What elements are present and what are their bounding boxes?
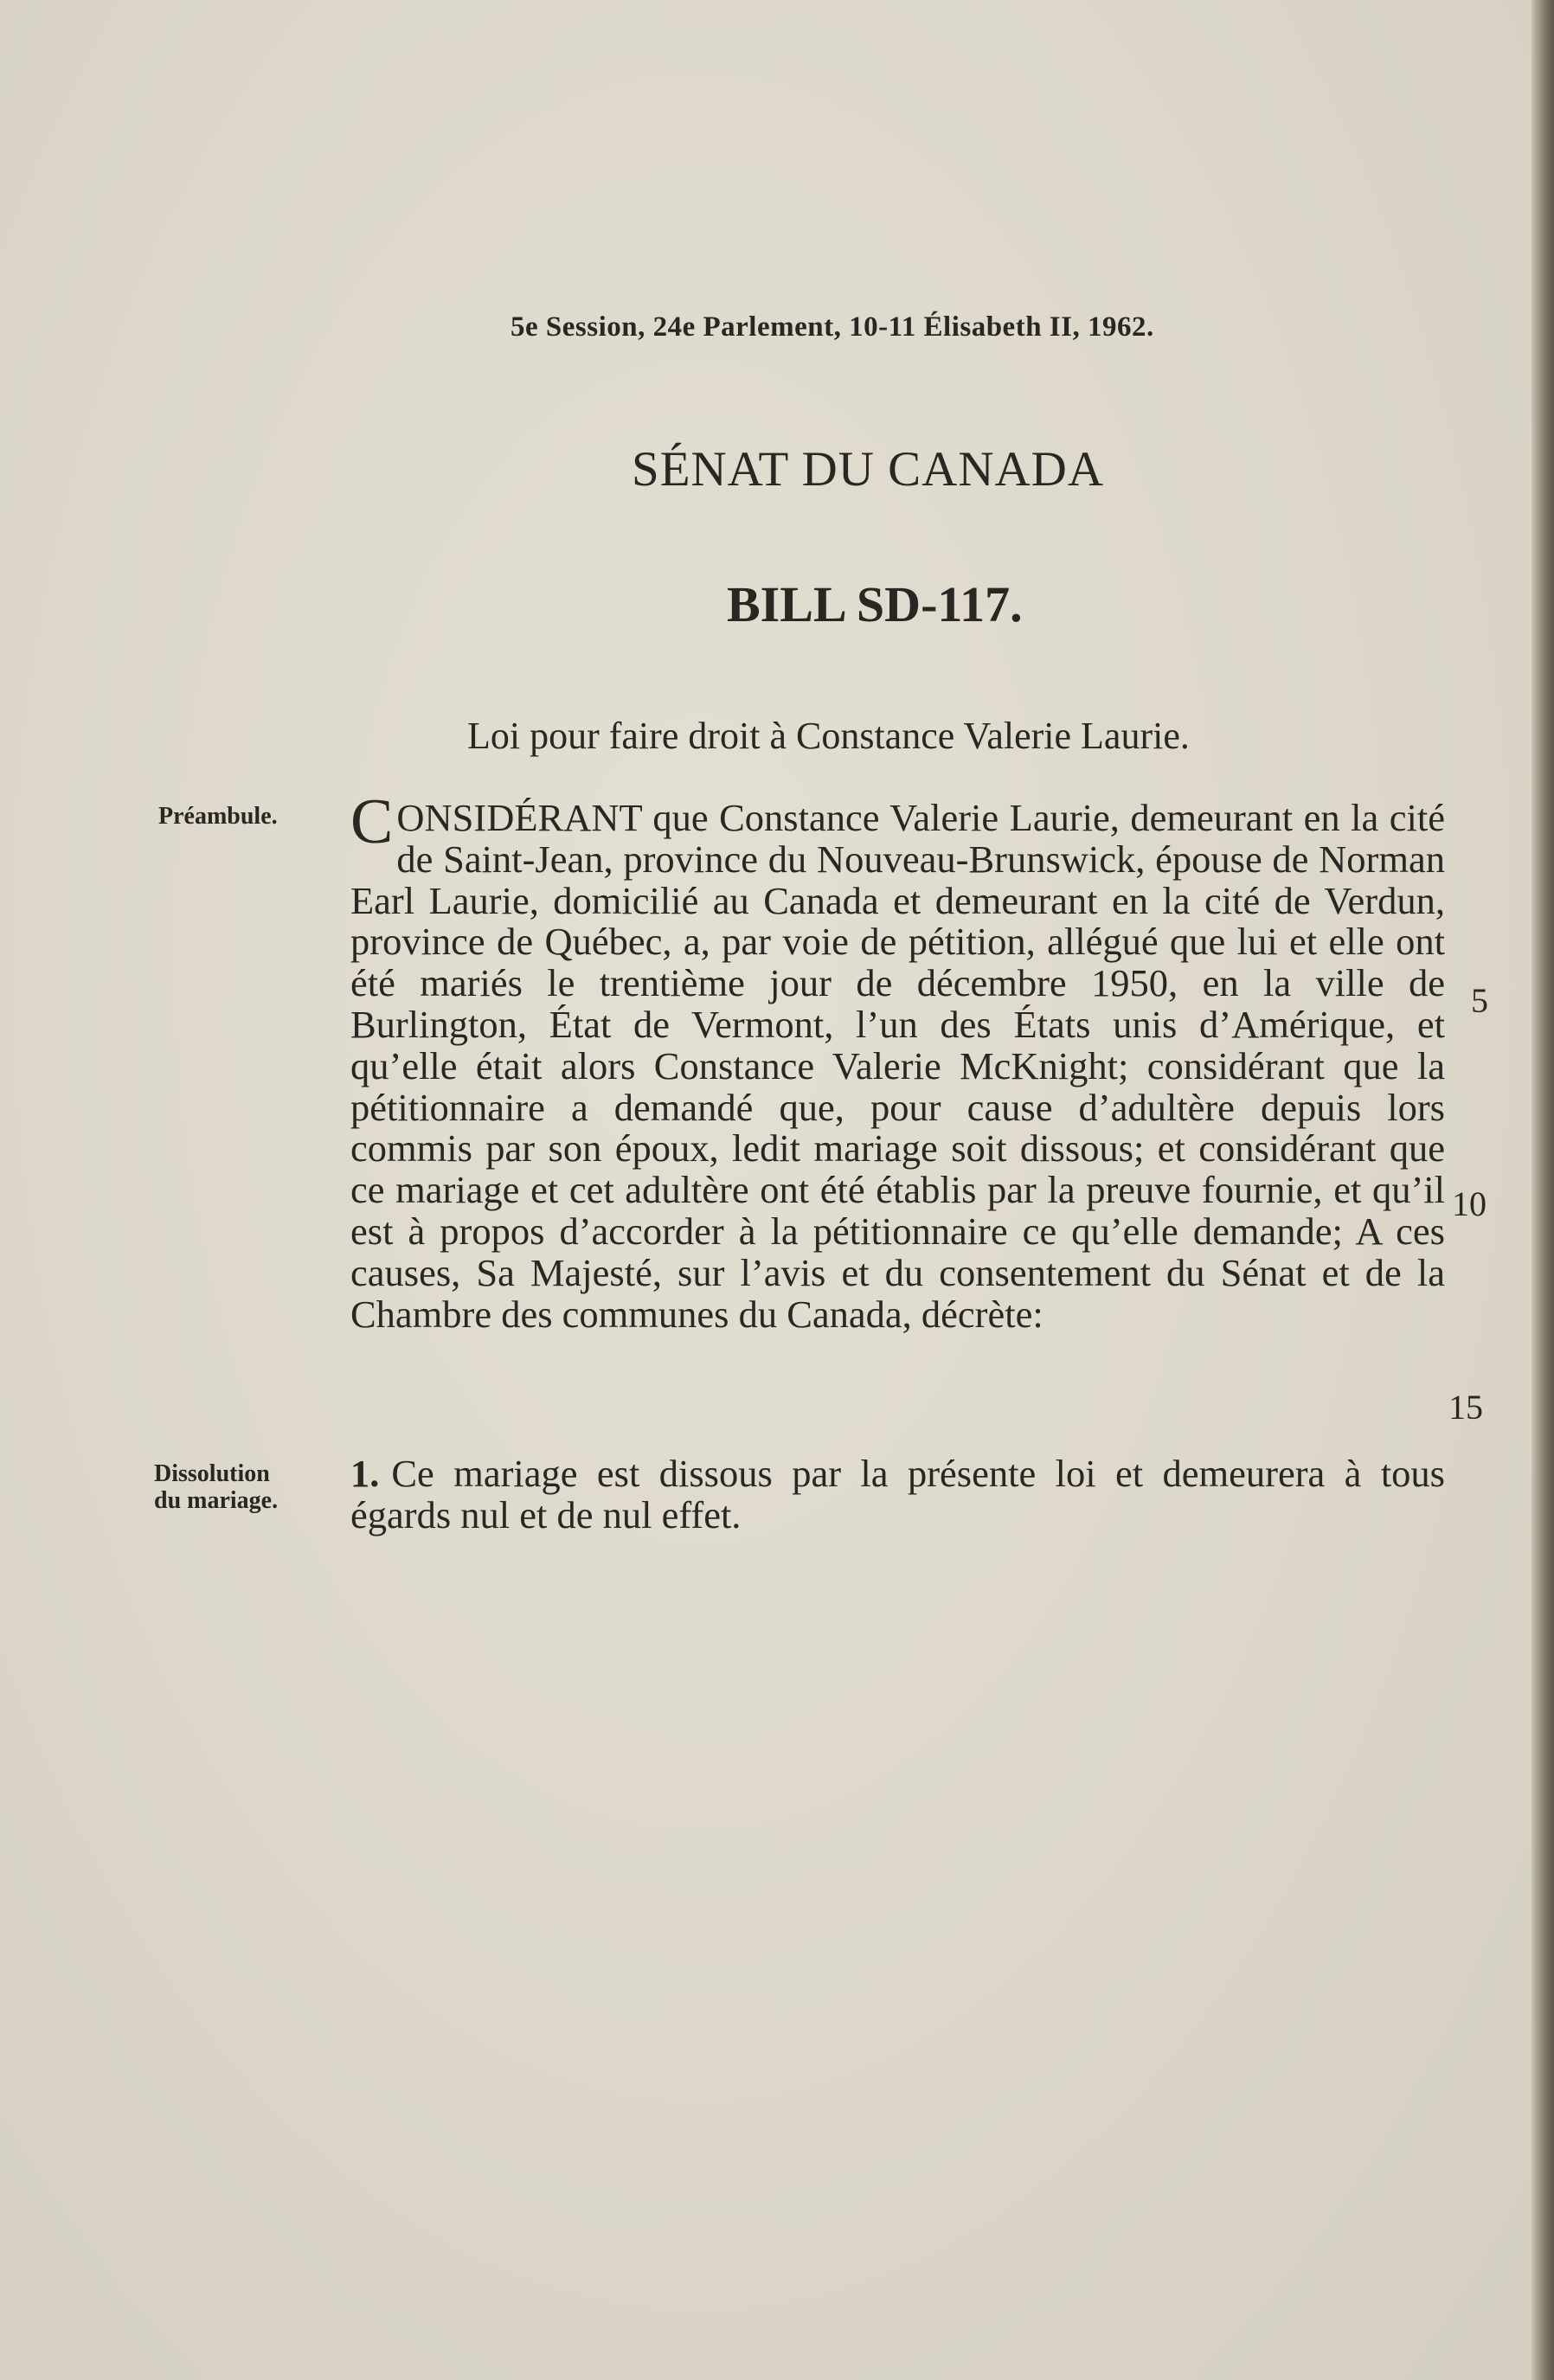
section-1-paragraph [350,1453,1445,1536]
line-number-10: 10 [1452,1184,1487,1223]
line-number-5: 5 [1471,981,1488,1020]
drop-cap: C [350,786,394,857]
page-binding-edge [1532,0,1554,2380]
section-1-text: Ce mariage est dissous par la présente loi et demeurera à tous égards nul et de nul effet. [350,1452,1445,1536]
line-number-15: 15 [1448,1388,1483,1427]
preamble-text: ONSIDÉRANT que Constance Valerie Laurie, demeurant en la cité de Saint-Jean, province du Nouveau-Brunswick, épouse de Norman Earl Laurie, domicilié au Canada et demeurant en la cité de Verdun, province de Québec, a, par voie de pétition, allégué que lui et elle ont été mariés le trentième jour de décembre 1950, en la ville de Burlington, État de Vermont, l’un des États unis d’Amérique, et qu’elle était alors Constance Valerie McKnight; considérant que la pétitionnaire a demandé que, pour cause d’adultère depuis lors commis par son époux, ledit mariage soit dissous; et considérant que ce mariage et cet adultère ont été établis par la preuve fournie, et qu’il est à propos d’accorder à la pétitionnaire ce qu’elle demande; A ces causes, Sa Majesté, sur l’avis et du consentement du Sénat et de la Chambre des communes du Canada, décrète: [350,796,1445,1336]
chamber-heading: SÉNAT DU CANADA [632,442,1104,497]
margin-note-preamble: Préambule. [158,803,278,830]
bill-number: BILL SD-117. [727,576,1023,632]
session-line: 5e Session, 24e Parlement, 10-11 Élisabeth II, 1962. [511,311,1154,343]
preamble-paragraph [350,786,1445,1336]
section-number: 1. [350,1452,380,1495]
margin-note-dissolution: Dissolution du mariage. [154,1460,279,1514]
bill-short-title: Loi pour faire droit à Constance Valerie Laurie. [467,715,1190,757]
